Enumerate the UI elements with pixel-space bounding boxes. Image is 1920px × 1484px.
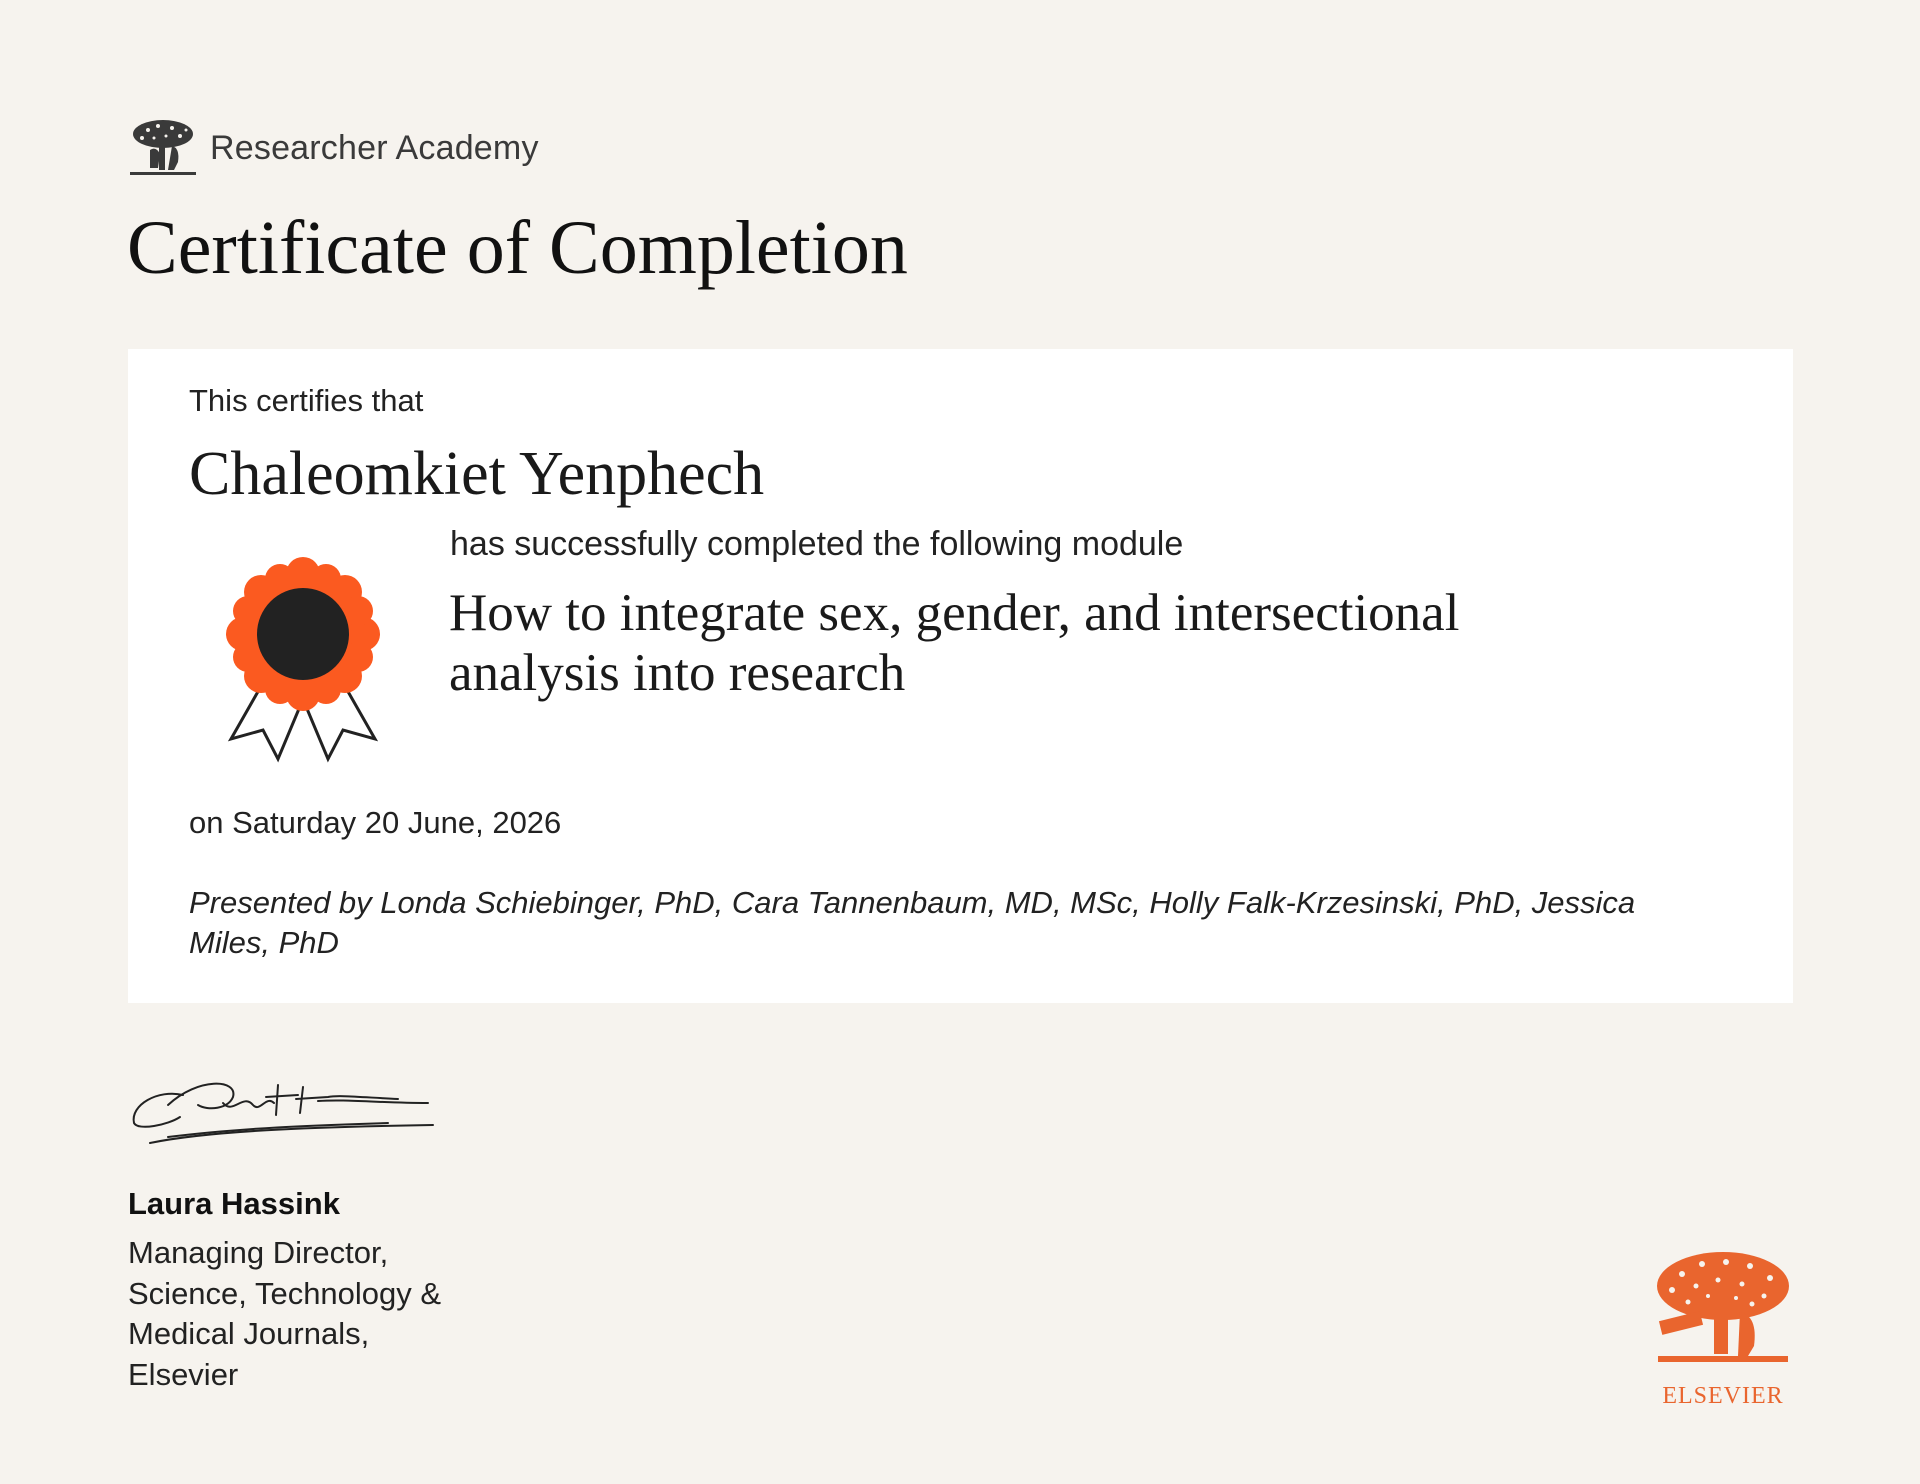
brand-name: Researcher Academy [210, 128, 539, 167]
signer-title-line: Science, Technology & [128, 1275, 442, 1311]
certificate-title: Certificate of Completion [127, 206, 908, 290]
certifies-text: This certifies that [189, 383, 424, 418]
signer-title-line: Medical Journals, [128, 1316, 370, 1351]
signature-image [128, 1075, 438, 1155]
brand-header [128, 116, 539, 180]
presenters-text: Presented by Londa Schiebinger, PhD, Cara Tannenbaum, MD, MSc, Holly Falk-Krzesinski, PhD, Jessica Miles, PhD [189, 885, 1636, 960]
signer-title-line: Elsevier [128, 1356, 239, 1392]
signer-title-line: Managing Director, [128, 1235, 389, 1270]
award-rosette-icon [223, 554, 383, 764]
module-title: How to integrate sex, gender, and intersectional analysis into research [449, 584, 1460, 702]
elsevier-tree-logo-icon [1652, 1250, 1794, 1370]
elsevier-wordmark: ELSEVIER [1662, 1383, 1784, 1409]
completion-date: on Saturday 20 June, 2026 [189, 805, 562, 840]
certificate-card [128, 349, 1793, 1003]
signer-name: Laura Hassink [128, 1186, 340, 1221]
recipient-name: Chaleomkiet Yenphech [189, 440, 765, 508]
completed-text: has successfully completed the following module [450, 525, 1184, 563]
signer-title [128, 1233, 528, 1395]
tree-logo-icon [128, 116, 198, 180]
